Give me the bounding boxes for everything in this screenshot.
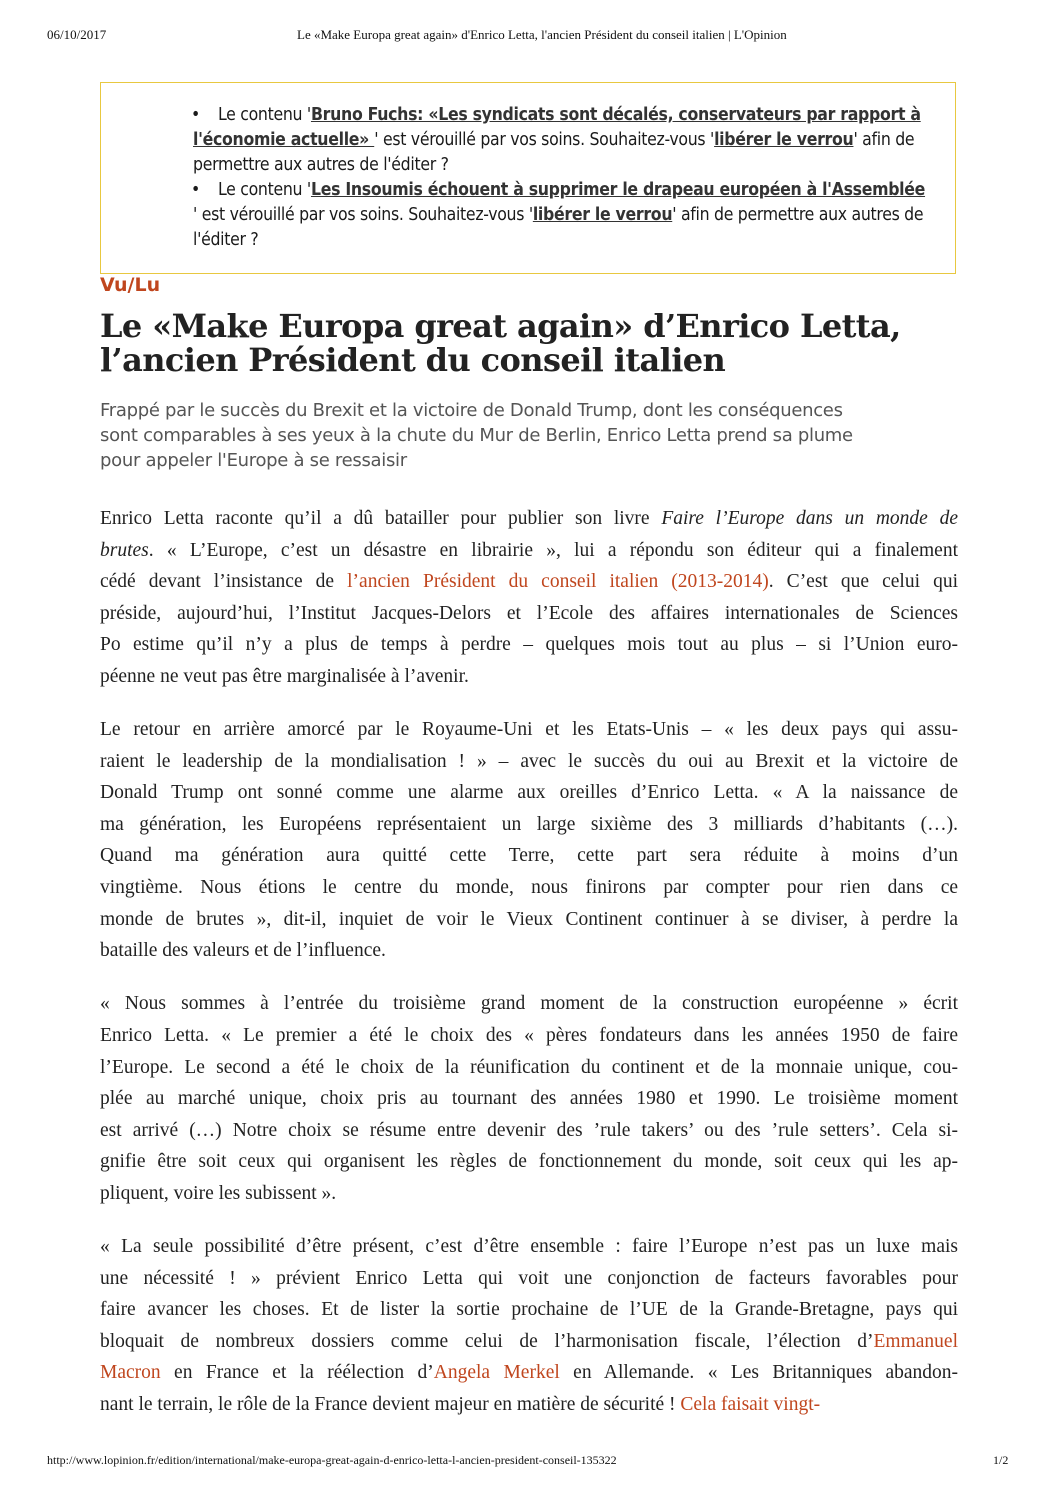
print-date: 06/10/2017 <box>47 27 107 42</box>
inline-link[interactable]: l’ancien Président du conseil italien (2013-2014) <box>347 571 769 593</box>
text: raient le leadership de la mondialisation ! » – avec le succès du oui au Brexit et la victoire de <box>100 750 958 772</box>
text: bloquait de nombreux dossiers comme celui de l’harmonisation fiscale, l’élection d’ <box>100 1330 874 1352</box>
italic-text: brutes <box>100 539 149 561</box>
text: nant le terrain, le rôle de la France devient majeur en matière de sécurité ! <box>100 1393 681 1415</box>
inline-link[interactable]: Cela faisait vingt- <box>680 1393 821 1415</box>
text: Donald Trump ont sonné comme une alarme aux oreilles d’Enrico Letta. « A la naissance de <box>100 782 958 804</box>
text-line <box>100 566 958 598</box>
notice-text: ' afin de permettre aux autres de l'éditer ? <box>193 130 915 175</box>
text: gnifie être soit ceux qui organisent les règles de fonctionnement du monde, soit ceux qui les ap- <box>100 1151 958 1173</box>
text: cédé devant l’insistance de <box>100 571 348 593</box>
text: Po estime qu’il n’y a plus de temps à perdre – quelques mois tout au plus – si l’Union euro- <box>100 634 958 656</box>
text: en France et la réélection d’ <box>160 1362 434 1384</box>
print-title: Le «Make Europa great again» d'Enrico Letta, l'ancien Président du conseil italien | L'Opinion <box>297 27 787 42</box>
text: une nécessité ! » prévient Enrico Letta qui voit une conjonction de facteurs favorables pour <box>100 1267 958 1289</box>
text-line <box>100 777 958 809</box>
lock-notice-item <box>193 103 933 178</box>
article-paragraph <box>100 714 958 967</box>
text-line <box>100 1294 958 1326</box>
unlock-link[interactable]: libérer le verrou <box>714 130 854 150</box>
text-line <box>100 1115 958 1147</box>
text-line <box>100 661 958 693</box>
text: péenne ne veut pas être marginalisée à l’avenir. <box>100 665 469 687</box>
text-line <box>100 1326 958 1358</box>
text-line <box>100 872 958 904</box>
text-line <box>100 988 958 1020</box>
text-line <box>100 1357 958 1389</box>
lock-notice-list <box>193 103 933 253</box>
text: Le retour en arrière amorcé par le Royaume-Uni et les Etats-Unis – « les deux pays qui assu- <box>100 719 958 741</box>
text-line <box>100 1083 958 1115</box>
article-paragraph <box>100 503 958 693</box>
article-body <box>100 503 958 1442</box>
text-line <box>100 1178 958 1210</box>
lock-notice-box <box>100 82 956 274</box>
print-url: http://www.lopinion.fr/edition/international/make-europa-great-again-d-enrico-letta-l-ancien-president-conseil-135322 <box>47 1453 617 1467</box>
text-line <box>100 746 958 778</box>
text: « Nous sommes à l’entrée du troisième grand moment de la construction européenne » écrit <box>100 993 958 1015</box>
section-kicker[interactable]: Vu/Lu <box>100 274 161 296</box>
article-paragraph <box>100 988 958 1209</box>
article-paragraph <box>100 1231 958 1421</box>
text: bataille des valeurs et de l’influence. <box>100 940 386 962</box>
italic-text: Faire l’Europe dans un monde de <box>661 508 958 529</box>
lede-line: sont comparables à ses yeux à la chute du Mur de Berlin, Enrico Letta prend sa plume <box>100 425 853 446</box>
text: vingtième. Nous étions le centre du monde, nous finirons par compter pour rien dans ce <box>100 877 958 899</box>
text-line <box>100 598 958 630</box>
text-line <box>100 1020 958 1052</box>
text: ma génération, les Européens représentaient un large sixième des 3 milliards d’habitants (…). <box>100 813 958 835</box>
text-line <box>100 629 958 661</box>
text-line <box>100 1231 958 1263</box>
title-line: l’ancien Président du conseil italien <box>100 341 726 379</box>
text: Quand ma génération aura quitté cette Terre, cette part sera réduite à moins d’un <box>100 845 958 867</box>
text-line <box>100 809 958 841</box>
text: Enrico Letta. « Le premier a été le choix des « pères fondateurs dans les années 1950 de faire <box>100 1024 958 1046</box>
text: Enrico Letta raconte qu’il a dû batailler pour publier son livre <box>100 508 662 529</box>
inline-link[interactable]: Emmanuel <box>873 1330 958 1352</box>
text-line <box>100 1052 958 1084</box>
text-line <box>100 503 958 535</box>
text-line <box>100 1389 958 1421</box>
notice-text: Le contenu ' <box>218 105 311 125</box>
text-line <box>100 904 958 936</box>
text: l’Europe. Le second a été le choix de la réunification du continent et de la monnaie unique, cou- <box>100 1056 958 1078</box>
text-line <box>100 714 958 746</box>
inline-link[interactable]: Macron <box>100 1362 161 1384</box>
text-line <box>100 840 958 872</box>
text: en Allemande. « Les Britanniques abandon- <box>559 1362 958 1384</box>
notice-text: ' afin de permettre aux autres de l'éditer ? <box>193 205 924 250</box>
text: préside, aujourd’hui, l’Institut Jacques-Delors et l’Ecole des affaires internationales de Sciences <box>100 602 958 624</box>
title-line: Le «Make Europa great again» d’Enrico Letta, <box>100 307 901 345</box>
text: pliquent, voire les subissent ». <box>100 1182 337 1204</box>
text-line <box>100 1263 958 1295</box>
lede-line: pour appeler l'Europe à se ressaisir <box>100 450 407 471</box>
text: . C’est que celui qui <box>768 571 958 593</box>
text: est arrivé (…) Notre choix se résume entre devenir des ’rule takers’ ou des ’rule setters’. Cela si- <box>100 1119 958 1141</box>
notice-text: Le contenu ' <box>218 180 311 200</box>
page-number: 1/2 <box>993 1453 1009 1467</box>
lock-notice-item <box>193 178 933 253</box>
lede-line: Frappé par le succès du Brexit et la victoire de Donald Trump, dont les conséquences <box>100 400 843 421</box>
text-line <box>100 1146 958 1178</box>
locked-content-link[interactable]: Les Insoumis échouent à supprimer le drapeau européen à l'Assemblée <box>310 180 926 200</box>
article-lede <box>100 398 960 473</box>
text-line <box>100 935 958 967</box>
text: . « L’Europe, c’est un désastre en librairie », lui a répondu son éditeur qui a finalement <box>148 539 958 561</box>
text: « La seule possibilité d’être présent, c’est d’être ensemble : faire l’Europe n’est pas un luxe mais <box>100 1235 958 1257</box>
locked-content-link[interactable]: Bruno Fuchs: «Les syndicats sont décalés, conservateurs par rapport à l'économie actuelle» <box>193 105 921 150</box>
text: plée au marché unique, choix pris au tournant des années 1980 et 1990. Le troisième moment <box>100 1088 958 1110</box>
inline-link[interactable]: Angela Merkel <box>433 1362 560 1384</box>
unlock-link[interactable]: libérer le verrou <box>532 205 673 225</box>
article-title <box>100 309 960 377</box>
text: faire avancer les choses. Et de lister la sortie prochaine de l’UE de la Grande-Bretagne, pays qui <box>100 1299 958 1321</box>
notice-text: ' est vérouillé par vos soins. Souhaitez-vous ' <box>193 205 533 225</box>
text-line <box>100 535 958 567</box>
notice-text: ' est vérouillé par vos soins. Souhaitez-vous ' <box>374 130 715 150</box>
text: monde de brutes », dit-il, inquiet de voir le Vieux Continent continuer à se diviser, à perdre la <box>100 908 958 930</box>
